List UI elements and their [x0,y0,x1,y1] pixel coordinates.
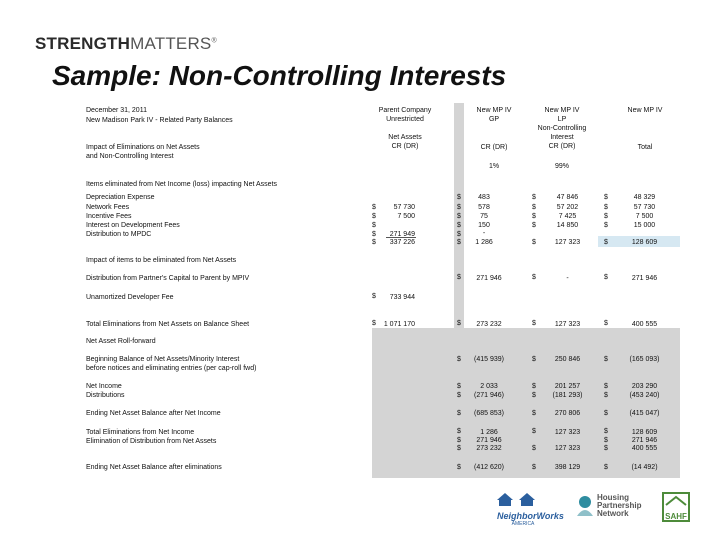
currency-sign: $ [532,445,536,452]
col-total-sub: Total [637,144,653,151]
row-label-incentive-fees: Incentive Fees [86,213,132,220]
total-value: 400 555 [631,445,658,452]
currency-sign: $ [372,239,376,246]
currency-sign: $ [532,239,536,246]
currency-sign: $ [604,239,608,246]
row-label-depreciation: Depreciation Expense [86,194,155,201]
parent-value: 1 071 170 [383,321,415,328]
currency-sign: $ [457,464,461,471]
gp-value: 271 946 [476,275,502,282]
lp-value: 250 846 [554,356,581,363]
neighborworks-logo [497,493,564,527]
gp-value: (271 946) [474,392,504,399]
currency-sign: $ [604,383,608,390]
currency-sign: $ [457,222,461,229]
sahf-logo [662,492,690,522]
currency-sign: $ [604,464,608,471]
currency-sign: $ [532,410,536,417]
parent-value: 271 949 [389,231,415,238]
total-value: 7 500 [635,213,654,220]
col-gp-head: New MP IV GP [476,107,512,123]
row-label-distributions: Distributions [86,392,125,399]
total-value: 203 290 [631,383,658,390]
currency-sign: $ [457,437,461,444]
housing-partnership-logo [575,494,655,522]
gp-value: 578 [478,204,490,211]
col-gp-sub: CR (DR) [480,144,508,151]
gp-value: (685 853) [474,410,504,417]
col-lp-pct: 99% [554,163,569,170]
currency-sign: $ [532,204,536,211]
hpn-line2: Partnership [597,501,642,510]
neighborworks-sub: AMERICA [511,521,535,527]
currency-sign: $ [457,428,461,435]
currency-sign: $ [604,274,608,281]
currency-sign: $ [372,204,376,211]
col-total-head: New MP IV [627,107,663,114]
lp-value: 127 323 [554,445,581,452]
currency-sign: $ [372,320,376,327]
currency-sign: $ [604,428,608,435]
currency-sign: $ [604,445,608,452]
row-label-distribution-mpdc: Distribution to MPDC [86,231,152,238]
gp-value: (415 939) [474,356,504,363]
total-value: (453 240) [629,392,660,399]
gp-value: 273 232 [476,445,502,452]
currency-sign: $ [372,293,376,300]
lp-value: 7 425 [558,213,577,220]
row-label-net-income: Net Income [86,383,122,390]
currency-sign: $ [457,213,461,220]
currency-sign: $ [532,274,536,281]
currency-sign: $ [532,392,536,399]
row-label-ending-after-elim: Ending Net Asset Balance after eliminations [86,464,222,471]
currency-sign: $ [372,231,376,238]
logo-light: MATTERS [130,34,212,53]
parent-subtotal: 337 226 [389,239,415,246]
currency-sign: $ [457,231,461,238]
total-value: (165 093) [629,356,660,363]
currency-sign: $ [457,383,461,390]
row-label-distribution-partner: Distribution from Partner's Capital to Parent by MPIV [86,275,250,282]
lp-value: - [566,275,569,282]
currency-sign: $ [532,464,536,471]
row-label-dev-fee: Unamortized Developer Fee [86,294,174,301]
gp-value: 271 946 [476,437,502,444]
hpn-swoosh-icon [575,494,595,518]
header-date: December 31, 2011 [86,107,147,114]
currency-sign: $ [604,213,608,220]
currency-sign: $ [604,320,608,327]
currency-sign: $ [457,410,461,417]
lp-value: 270 806 [554,410,581,417]
total-value: 400 555 [631,321,658,328]
currency-sign: $ [532,383,536,390]
currency-sign: $ [457,445,461,452]
logo-bold: STRENGTH [35,34,131,53]
col-parent-head: Parent Company Unrestricted [378,107,432,123]
gp-value: 273 232 [476,321,502,328]
currency-sign: $ [604,222,608,229]
currency-sign: $ [604,204,608,211]
sahf-text: SAHF [665,512,687,521]
currency-sign: $ [457,356,461,363]
currency-sign: $ [604,410,608,417]
gp-value: 2 033 [480,383,498,390]
row-label-total-elim-ni: Total Eliminations from Net Income [86,429,195,436]
currency-sign: $ [532,320,536,327]
lp-value: 57 202 [556,204,579,211]
currency-sign: $ [604,392,608,399]
total-value: (14 492) [631,464,658,471]
lp-value: 127 323 [554,321,581,328]
currency-sign: $ [457,194,461,201]
gp-value: 1 286 [480,429,498,436]
sahf-roof-icon [664,495,688,507]
row-label-interest-dev-fees: Interest on Development Fees [86,222,180,229]
hpn-line3: Network [597,509,629,518]
currency-sign: $ [532,356,536,363]
currency-sign: $ [532,194,536,201]
currency-sign: $ [372,213,376,220]
section-rollforward: Net Asset Roll-forward [86,338,156,345]
logo-mark: ® [211,37,217,45]
row-label-elim-distribution: Elimination of Distribution from Net Assets [86,438,217,445]
currency-sign: $ [532,428,536,435]
gp-value: 150 [478,222,490,229]
col-lp-head: New MP IV LP Non-Controlling Interest CR (DR) [537,107,587,150]
parent-value: 57 730 [393,204,415,211]
col-gp-pct: 1% [488,163,500,170]
currency-sign: $ [604,437,608,444]
lp-value: (181 293) [552,392,583,399]
hpn-line1: Housing [597,493,629,502]
gp-value: - [482,230,486,237]
row-label-beginning: Beginning Balance of Net Assets/Minority Interest before notices and eliminating entries (per cap-roll fwd) [86,356,257,372]
currency-sign: $ [457,320,461,327]
lp-value: 14 850 [556,222,579,229]
lp-subtotal: 127 323 [554,239,581,246]
currency-sign: $ [604,356,608,363]
neighborworks-text: NeighborWorks [497,511,564,521]
total-value: 57 730 [633,204,656,211]
parent-value: 733 944 [389,294,415,301]
gp-subtotal: 1 286 [475,239,493,246]
header-entity: New Madison Park IV - Related Party Balances [86,117,233,124]
lp-value: 398 129 [554,464,581,471]
gp-value: 75 [480,213,488,220]
col-parent-sub: Net Assets CR (DR) [388,134,422,150]
page-title: Sample: Non-Controlling Interests [52,60,507,91]
lp-value: 127 323 [554,429,581,436]
row-label-ending-after-income: Ending Net Asset Balance after Net Income [86,410,221,417]
gp-value: 483 [478,194,490,201]
currency-sign: $ [532,222,536,229]
total-value: 271 946 [631,275,658,282]
lp-value: 201 257 [554,383,581,390]
total-value: (415 047) [629,410,660,417]
total-subtotal: 128 609 [631,239,658,246]
shade-rollforward-band [372,328,680,478]
currency-sign: $ [532,213,536,220]
currency-sign: $ [457,274,461,281]
total-value: 48 329 [633,194,656,201]
currency-sign: $ [604,194,608,201]
row-label-total-elim: Total Eliminations from Net Assets on Balance Sheet [86,321,250,328]
gp-value: (412 620) [474,464,504,471]
currency-sign: $ [372,222,376,229]
currency-sign: $ [457,239,461,246]
header-impact: Impact of Eliminations on Net Assets and Non-Controlling Interest [86,144,200,160]
row-label-network-fees: Network Fees [86,204,130,211]
section-impact-items: Impact of items to be eliminated from Net Assets [86,257,237,264]
parent-value: 7 500 [397,213,415,220]
section-items-eliminated: Items eliminated from Net Income (loss) impacting Net Assets [86,181,278,188]
neighborworks-house-icon [497,493,557,507]
strengthmatters-logo [35,34,217,54]
total-value: 128 609 [631,429,658,436]
currency-sign: $ [457,392,461,399]
total-value: 15 000 [633,222,656,229]
total-value: 271 946 [631,437,658,444]
currency-sign: $ [457,204,461,211]
lp-value: 47 846 [556,194,579,201]
